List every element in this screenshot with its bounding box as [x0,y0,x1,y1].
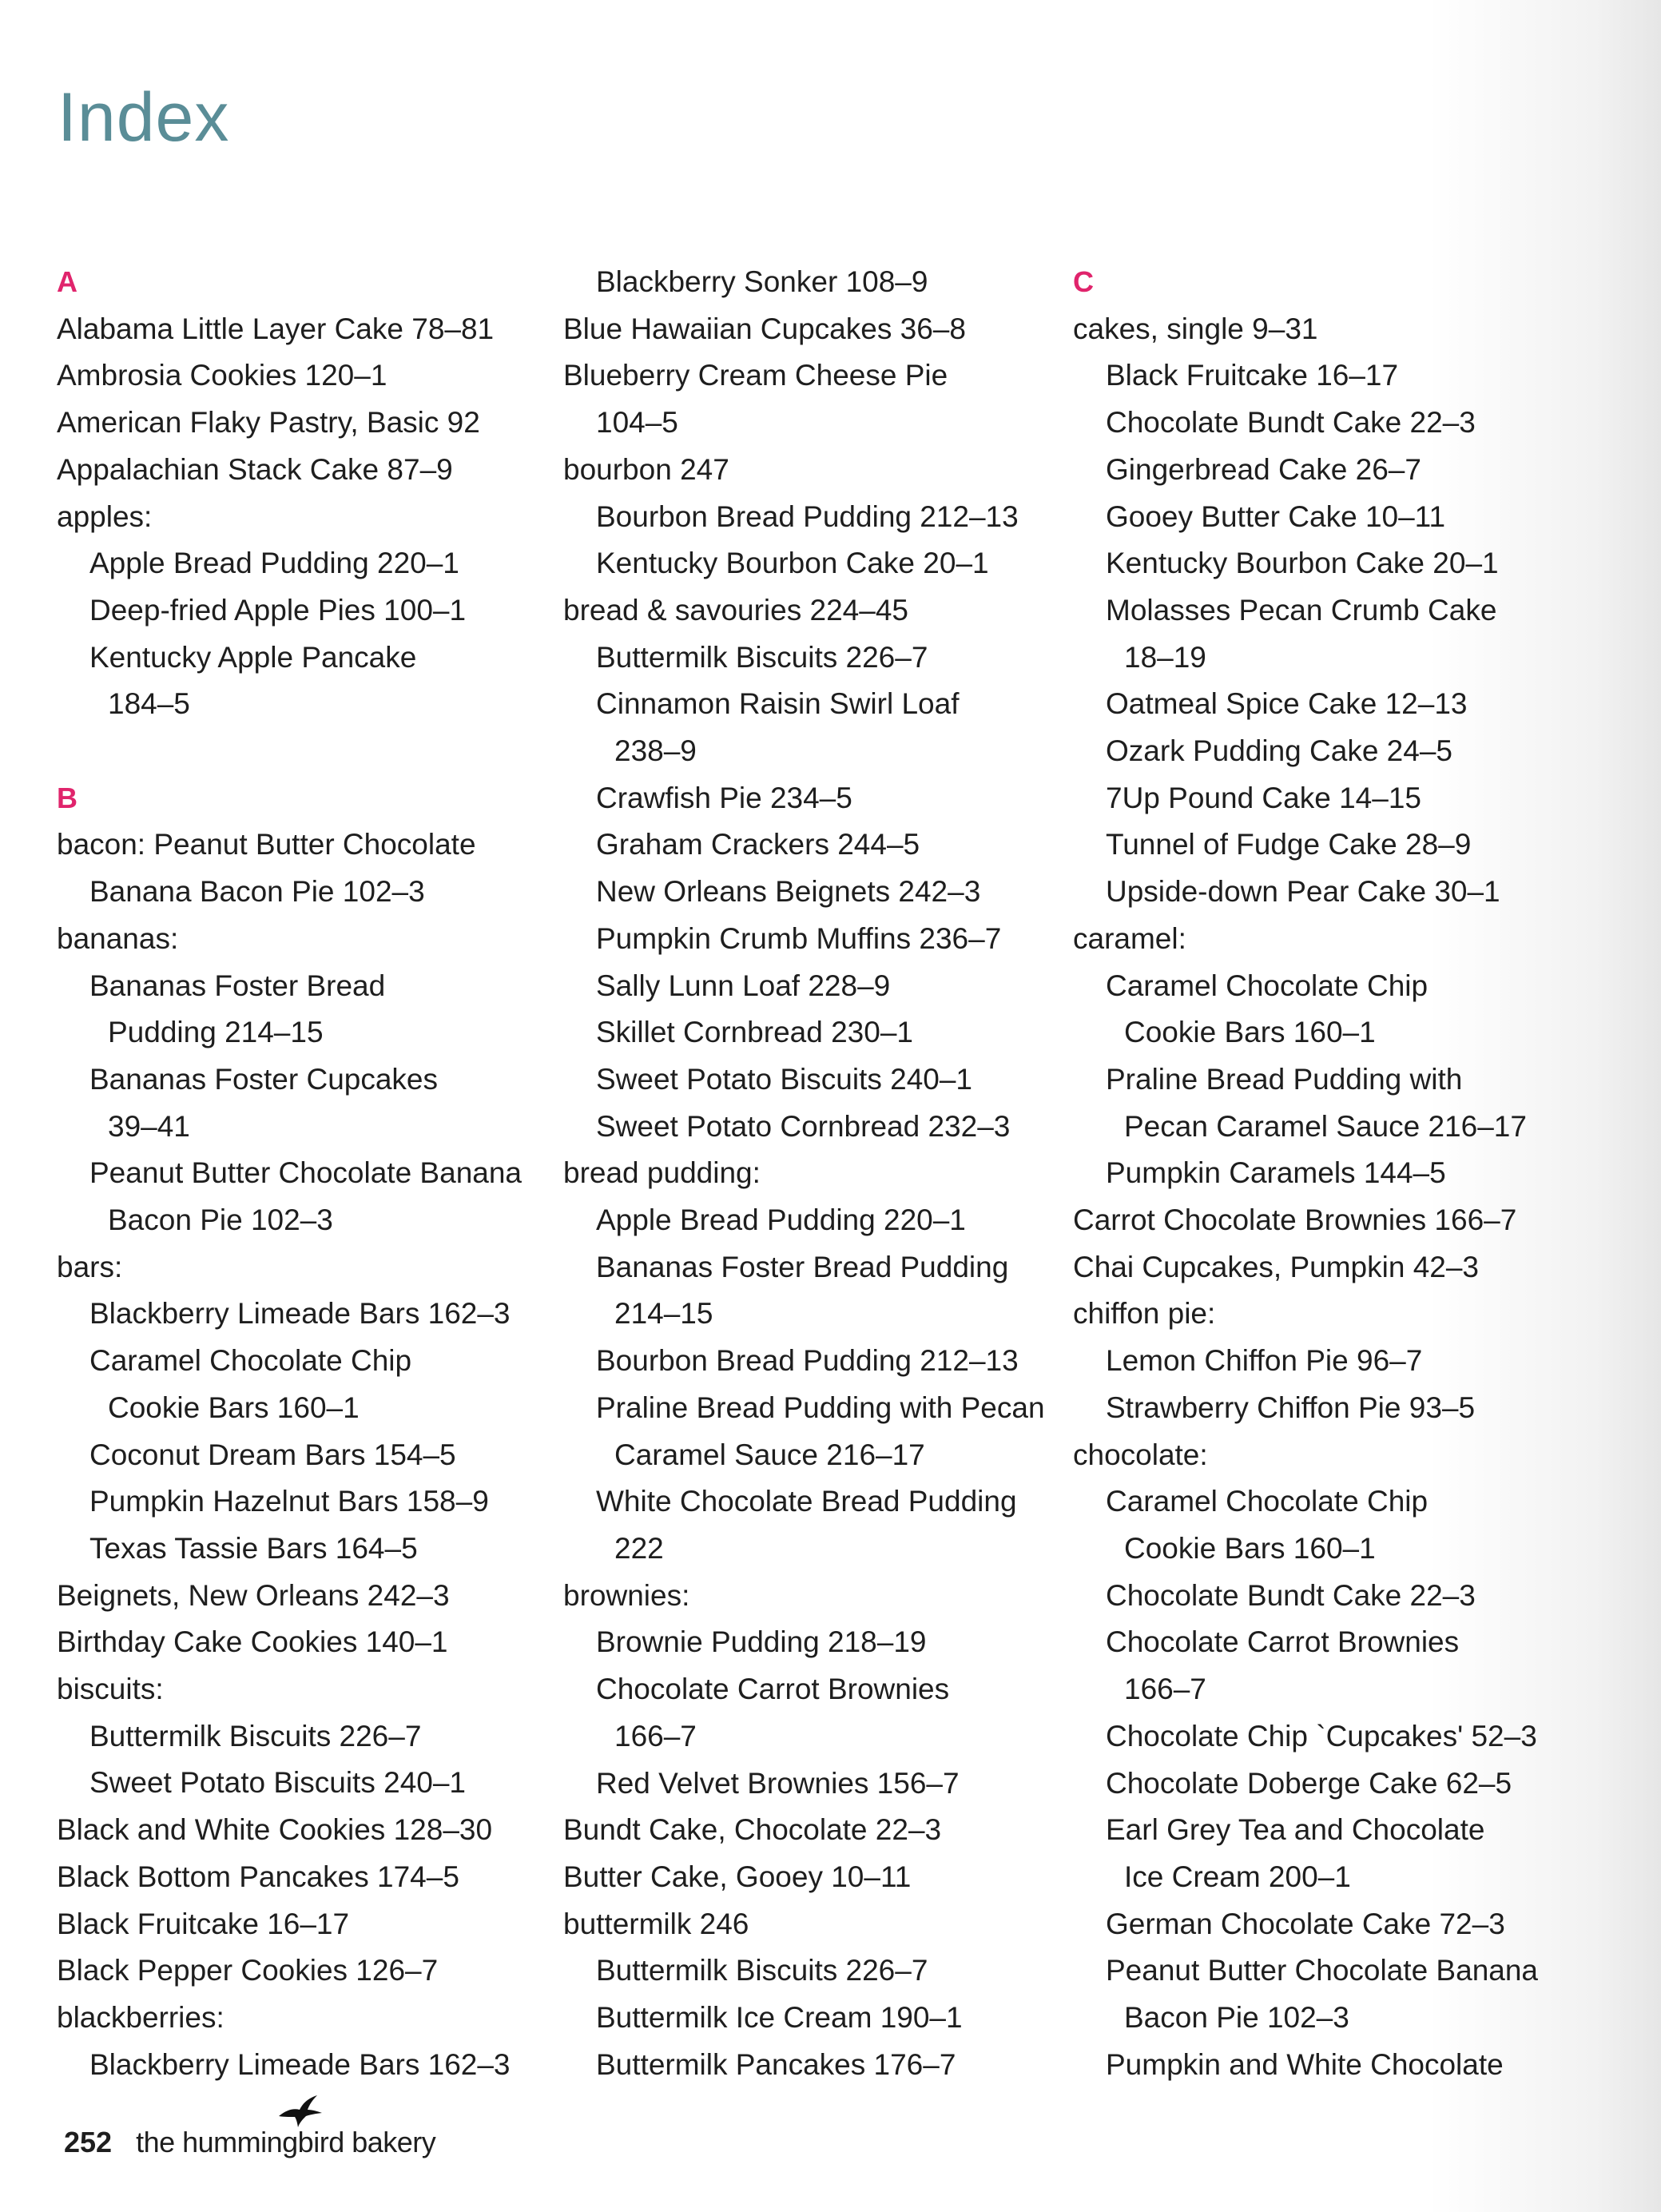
index-entry: Buttermilk Pancakes 176–7 [596,2047,956,2081]
index-entry: Sweet Potato Cornbread 232–3 [596,1109,1011,1143]
index-entry: Pudding 214–15 [108,1016,324,1049]
index-entry: Chocolate Bundt Cake 22–3 [1106,406,1476,440]
index-entry: Chai Cupcakes, Pumpkin 42–3 [1073,1250,1480,1283]
index-entry: Chocolate Carrot Brownies [596,1673,950,1706]
index-entry: 214–15 [614,1297,713,1331]
index-entry: Black Fruitcake 16–17 [1106,359,1399,392]
index-entry: Gingerbread Cake 26–7 [1106,452,1421,486]
index-entry: Bourbon Bread Pudding 212–13 [596,1344,1019,1378]
index-entry: Sally Lunn Loaf 228–9 [596,969,891,1002]
index-entry: Bacon Pie 102–3 [1124,2001,1349,2035]
index-entry: Beignets, New Orleans 242–3 [57,1578,450,1612]
index-entry: Chocolate Carrot Brownies [1106,1625,1460,1659]
page-footer [64,2126,435,2159]
index-entry: Bacon Pie 102–3 [108,1203,333,1237]
index-entry: Buttermilk Biscuits 226–7 [596,1954,928,1987]
index-entry: Kentucky Apple Pancake [89,640,417,674]
index-entry: Blue Hawaiian Cupcakes 36–8 [563,312,966,345]
index-entry: Pumpkin and White Chocolate [1106,2047,1504,2081]
index-entry: Blackberry Sonker 108–9 [596,265,928,298]
index-entry: Coconut Dream Bars 154–5 [89,1438,456,1471]
page-number: 252 [64,2126,113,2158]
index-entry: bananas: [57,921,179,955]
index-entry: Sweet Potato Biscuits 240–1 [89,1766,467,1800]
index-entry: caramel: [1073,921,1186,955]
index-entry: Black Bottom Pancakes 174–5 [57,1860,459,1893]
index-entry: Molasses Pecan Crumb Cake [1106,593,1497,627]
index-column-3 [1073,259,1584,2088]
index-entry: Apple Bread Pudding 220–1 [596,1203,966,1237]
index-entry: Cookie Bars 160–1 [1124,1531,1376,1565]
index-entry: Bundt Cake, Chocolate 22–3 [563,1813,942,1847]
index-entry: American Flaky Pastry, Basic 92 [57,406,480,440]
index-entry: Black Pepper Cookies 126–7 [57,1954,439,1987]
index-entry: 39–41 [108,1109,190,1143]
index-entry: blackberries: [57,2001,225,2034]
index-entry: Buttermilk Biscuits 226–7 [596,640,928,674]
index-entry: Blueberry Cream Cheese Pie [563,359,948,392]
index-entry: Sweet Potato Biscuits 240–1 [596,1062,973,1096]
index-entry: 222 [614,1531,664,1565]
index-entry: Ambrosia Cookies 120–1 [57,359,387,392]
index-entry: buttermilk 246 [563,1907,749,1940]
index-column-2 [563,259,1075,2088]
index-entry: Pumpkin Crumb Muffins 236–7 [596,921,1002,955]
section-spacer [57,728,568,775]
index-entry: Caramel Chocolate Chip [1106,1485,1429,1518]
index-entry: Cookie Bars 160–1 [1124,1016,1376,1049]
index-entry: New Orleans Beignets 242–3 [596,875,981,909]
index-entry: Bananas Foster Bread Pudding [596,1250,1009,1283]
index-entry: Caramel Chocolate Chip [89,1344,412,1378]
index-entry: White Chocolate Bread Pudding [596,1485,1017,1518]
index-entry: Caramel Sauce 216–17 [614,1438,925,1471]
index-entry: bourbon 247 [563,452,729,486]
hummingbird-icon [276,2092,324,2127]
index-entry: Peanut Butter Chocolate Banana [89,1156,522,1190]
index-entry: 18–19 [1124,640,1206,674]
index-entry: Chocolate Chip `Cupcakes' 52–3 [1106,1719,1537,1752]
index-entry: Cookie Bars 160–1 [108,1390,360,1424]
index-entry: Oatmeal Spice Cake 12–13 [1106,687,1468,721]
index-entry: Graham Crackers 244–5 [596,828,920,861]
index-entry: bars: [57,1250,123,1283]
index-entry: Pecan Caramel Sauce 216–17 [1124,1109,1527,1143]
index-entry: Ice Cream 200–1 [1124,1860,1351,1893]
index-entry: Ozark Pudding Cake 24–5 [1106,734,1452,768]
index-entry: Gooey Butter Cake 10–11 [1106,499,1446,533]
index-entry: chocolate: [1073,1438,1208,1471]
index-entry: Earl Grey Tea and Chocolate [1106,1813,1485,1847]
index-entry: Appalachian Stack Cake 87–9 [57,452,453,486]
index-entry: biscuits: [57,1673,164,1706]
index-entry: Kentucky Bourbon Cake 20–1 [1106,547,1499,580]
index-entry: apples: [57,499,153,533]
index-entry: Butter Cake, Gooey 10–11 [563,1860,912,1893]
index-entry: Bourbon Bread Pudding 212–13 [596,499,1019,533]
index-entry: Blackberry Limeade Bars 162–3 [89,1297,511,1331]
index-entry: cakes, single 9–31 [1073,312,1318,345]
index-entry: Caramel Chocolate Chip [1106,969,1429,1002]
index-entry: 238–9 [614,734,697,768]
brand-logo [136,2126,435,2159]
index-column-1 [57,259,568,2088]
index-entry: Lemon Chiffon Pie 96–7 [1106,1344,1423,1378]
index-entry: Birthday Cake Cookies 140–1 [57,1625,448,1659]
index-entry: Buttermilk Biscuits 226–7 [89,1719,422,1752]
index-entry: Alabama Little Layer Cake 78–81 [57,312,495,345]
index-entry: Crawfish Pie 234–5 [596,781,852,814]
index-entry: 104–5 [596,406,678,440]
index-entry: Cinnamon Raisin Swirl Loaf [596,687,960,721]
index-entry: Chocolate Bundt Cake 22–3 [1106,1578,1476,1612]
index-entry: German Chocolate Cake 72–3 [1106,1907,1505,1940]
index-entry: Peanut Butter Chocolate Banana [1106,1954,1538,1987]
index-entry: Praline Bread Pudding with [1106,1062,1463,1096]
brand-text: the hummingbird bakery [136,2126,436,2158]
index-entry: Red Velvet Brownies 156–7 [596,1766,960,1800]
index-entry: Strawberry Chiffon Pie 93–5 [1106,1390,1476,1424]
index-entry: brownies: [563,1578,690,1612]
index-entry: Praline Bread Pudding with Pecan [596,1390,1045,1424]
index-entry: Apple Bread Pudding 220–1 [89,547,459,580]
index-entry: Deep-fried Apple Pies 100–1 [89,593,467,627]
index-entry: Banana Bacon Pie 102–3 [89,875,425,909]
index-entry: Black Fruitcake 16–17 [57,1907,350,1940]
index-entry: Bananas Foster Bread [89,969,386,1002]
index-entry: Skillet Cornbread 230–1 [596,1016,913,1049]
index-entry: Tunnel of Fudge Cake 28–9 [1106,828,1472,861]
index-entry: Chocolate Doberge Cake 62–5 [1106,1766,1512,1800]
index-entry: Kentucky Bourbon Cake 20–1 [596,547,989,580]
index-entry: Blackberry Limeade Bars 162–3 [89,2047,511,2081]
index-entry: 7Up Pound Cake 14–15 [1106,781,1421,814]
index-entry: bacon: Peanut Butter Chocolate [57,828,476,861]
index-entry: bread & savouries 224–45 [563,593,908,627]
index-entry: chiffon pie: [1073,1297,1216,1331]
index-entry: bread pudding: [563,1156,761,1190]
index-entry: Bananas Foster Cupcakes [89,1062,439,1096]
index-entry: Buttermilk Ice Cream 190–1 [596,2001,963,2035]
page-title: Index [58,79,230,156]
section-letter: C [1073,265,1094,298]
index-entry: 166–7 [1124,1673,1206,1706]
index-entry: Pumpkin Caramels 144–5 [1106,1156,1446,1190]
section-letter: B [57,781,77,814]
index-entry: Brownie Pudding 218–19 [596,1625,927,1659]
section-letter: A [57,265,77,298]
index-entry: Upside-down Pear Cake 30–1 [1106,875,1500,909]
index-entry: 184–5 [108,687,190,721]
index-entry: Carrot Chocolate Brownies 166–7 [1073,1203,1517,1237]
index-entry: Pumpkin Hazelnut Bars 158–9 [89,1485,489,1518]
index-entry: Texas Tassie Bars 164–5 [89,1531,418,1565]
index-entry: Black and White Cookies 128–30 [57,1813,493,1847]
index-entry: 166–7 [614,1719,697,1752]
